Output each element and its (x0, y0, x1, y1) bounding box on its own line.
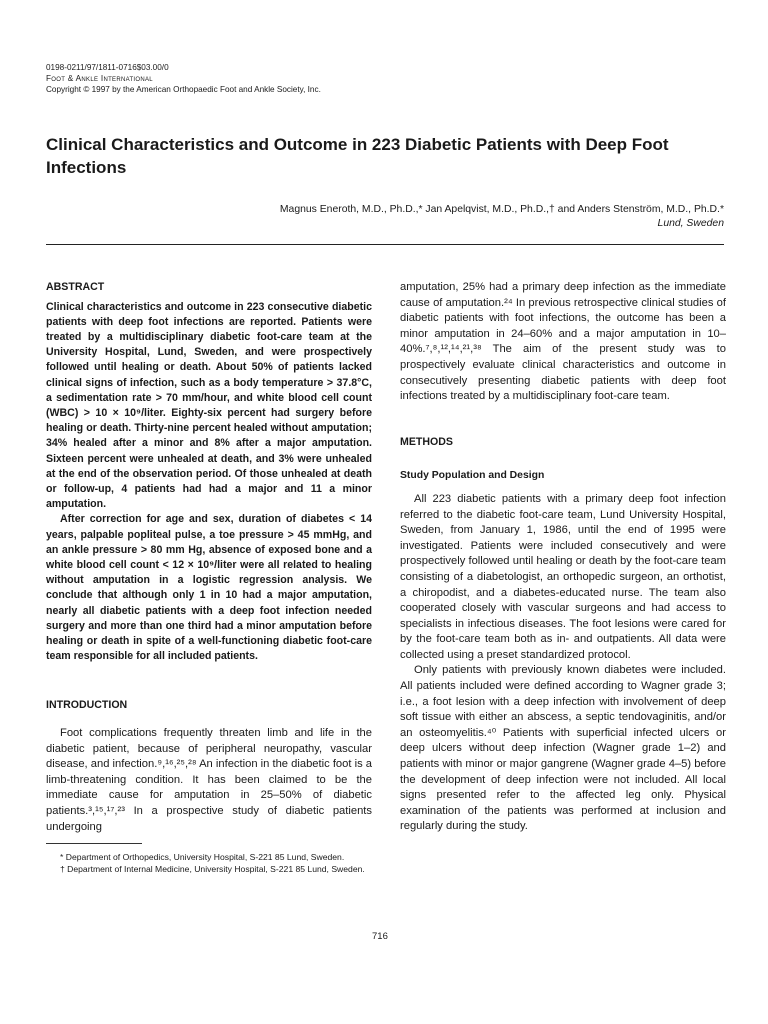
footnotes (46, 843, 372, 875)
methods-paragraph-2: Only patients with previously known diabetes were included. All patients included were defined according to Wagner grade 3; i.e., a foot lesion with a deep infection with involvement of deep soft tissue with either an abscess, a septic tendovaginitis, and/or an osteomyelitis.⁴⁰ Patients with superficial infected ulcers or deep ulcers without deep infection (Wagner grade 1–2) and patients with minor or major gangrene (Wagner grade 4–5) before the development of deep infection were not included. All local signs presented refer to the affected leg only. Physical examination of the patients was performed at inclusion and regularly during the study. (400, 664, 726, 833)
journal-name: Foot & Ankle International (46, 74, 153, 83)
introduction-paragraph-1-continued: amputation, 25% had a primary deep infection as the immediate cause of amputation.²⁴ In previous retrospective clinical studies of diabetic patients with foot infections, the outcome has been a minor amputation in 24–60% and a major amputation in 10–40%.⁷,⁸,¹²,¹⁴,²¹,³⁸ The aim of the present study was to prospectively evaluate clinical characteristics and outcome in consecutively presenting diabetic patients with deep foot infections treated by a multidisciplinary foot-care team. (400, 281, 726, 403)
introduction-section (46, 698, 372, 835)
introduction-heading: INTRODUCTION (46, 699, 128, 712)
copyright-line: Copyright © 1997 by the American Orthopaedic Foot and Ankle Society, Inc. (46, 85, 321, 94)
author-list: Magnus Eneroth, M.D., Ph.D.,* Jan Apelqvist, M.D., Ph.D.,† and Anders Stenström, M.D., Ph.D.* (279, 204, 724, 215)
author-block (84, 203, 724, 231)
methods-section (400, 435, 726, 835)
methods-paragraph-1: All 223 diabetic patients with a primary deep foot infection referred to the diabetic foot-care team, Lund University Hospital, Sweden, from January 1, 1986, until the end of 1995 were investigated. Patients were included consecutively and were prospectively followed until healing or death by the foot-care team consisting of a diabetologist, an orthopedic surgeon, an orthotist, a chiropodist, and a diabetes-educated nurse. The team also cooperated closely with vascular surgeons and had access to specialists in infectious diseases. The foot lesions were cared for by the foot-care team both as in- and outpatients. All data were collected using a preset standardized protocol. (400, 492, 726, 661)
right-column (400, 280, 726, 835)
page-number: 716 (372, 931, 388, 942)
abstract-paragraph-2: After correction for age and sex, duration of diabetes < 14 years, palpable popliteal pulse, a toe pressure > 45 mmHg, and an ankle pressure > 80 mm Hg, absence of exposed bone and a white blood cell count < 12 × 10⁹/liter were all related to healing without amputation in a logistic regression analysis. We conclude that although only 1 in 10 had a major amputation, nearly all diabetic patients with a deep foot infection needed surgery and more than one third had a minor amputation before healing or death in spite of a well-functioning diabetic foot-care team responsible for all included patients. (46, 513, 372, 663)
title-divider (46, 244, 724, 245)
journal-header (46, 62, 321, 95)
left-column (46, 280, 372, 875)
methods-heading: METHODS (400, 435, 453, 448)
footnote-1: * Department of Orthopedics, University Hospital, S-221 85 Lund, Sweden. (60, 852, 345, 863)
doi-line: 0198-0211/97/1811-0716$03.00/0 (46, 63, 169, 72)
introduction-paragraph-1: Foot complications frequently threaten limb and life in the diabetic patient, because of peripheral neuropathy, vascular disease, and infection.⁹,¹⁶,²⁵,²⁸ An infection in the diabetic foot is a limb-threatening condition. It has been claimed to be the immediate cause for amputation in 25–50% of diabetic patients.³,¹⁵,¹⁷,²³ In a prospective study of diabetic patients undergoing (46, 727, 372, 833)
abstract-section (46, 280, 372, 664)
author-location: Lund, Sweden (657, 218, 724, 229)
methods-subheading: Study Population and Design (400, 470, 545, 482)
article-title: Clinical Characteristics and Outcome in 223 Diabetic Patients with Deep Foot Infections (46, 135, 669, 177)
abstract-heading: ABSTRACT (46, 281, 105, 293)
footnote-2: † Department of Internal Medicine, University Hospital, S-221 85 Lund, Sweden. (60, 864, 365, 875)
footnote-divider (46, 843, 142, 844)
abstract-paragraph-1: Clinical characteristics and outcome in 223 consecutive diabetic patients with deep foot infections are reported. Patients were treated by a multidisciplinary diabetic foot-care team at the University Hospital, Lund, Sweden, and were prospectively followed until healing or death. About 50% of patients lacked clinical signs of infection, such as a body temperature > 37.8°C, a sedimentation rate > 70 mm/hour, and white blood cell count (WBC) > 10 × 10⁹/liter. Eighty-six percent had surgery before healing or death. Thirty-nine percent healed without amputation; 34% healed after a minor and 8% after a major amputation. Sixteen percent were unhealed at death, and 3% were unhealed at the end of the observation period. Of those unhealed at death or follow-up, 4 patients had had a major and 11 a minor amputation. (46, 300, 372, 511)
